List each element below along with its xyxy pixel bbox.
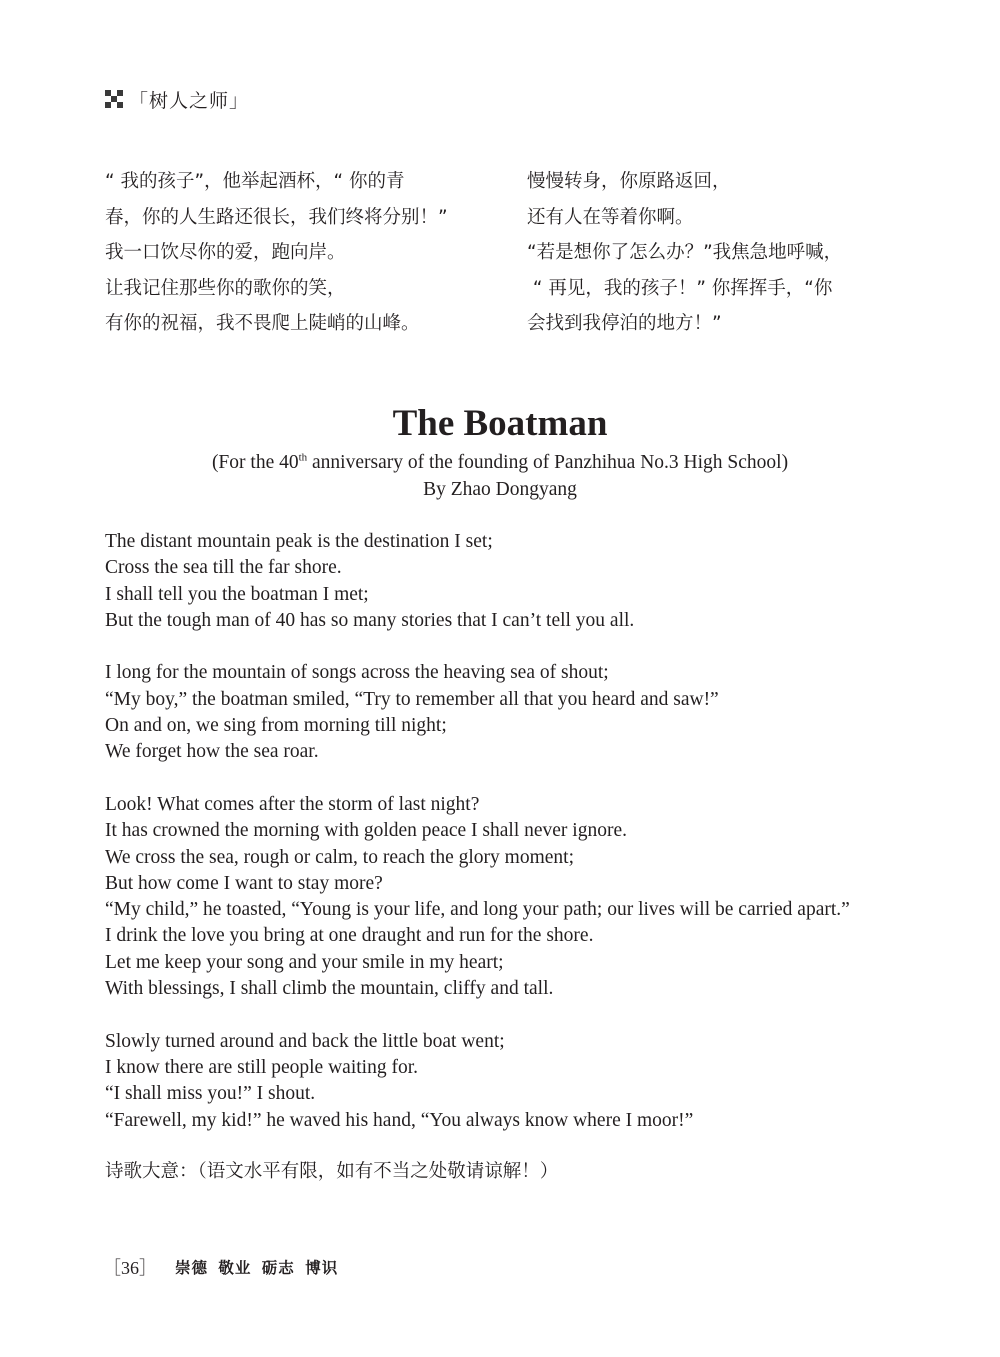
- poem-line: Look! What comes after the storm of last night?: [105, 793, 480, 815]
- poem-line: Slowly turned around and back the little boat went;: [105, 1030, 505, 1052]
- section-header: [105, 86, 249, 112]
- chinese-poem-right-column: [527, 164, 842, 342]
- chinese-line: “若是想你了怎么办？”我焦急地呼喊，: [527, 242, 843, 263]
- poem-body: [105, 529, 905, 1160]
- stanza: [105, 660, 905, 765]
- chinese-line: 有你的祝福，我不畏爬上陡峭的山峰。: [105, 313, 420, 334]
- poem-line: Cross the sea till the far shore.: [105, 557, 342, 579]
- poem-subtitle: [0, 452, 1000, 474]
- chinese-line: “ 再见，我的孩子！” 你挥挥手，“你: [527, 277, 833, 299]
- poem-line: I shall tell you the boatman I met;: [105, 583, 369, 605]
- chinese-line: 我一口饮尽你的爱，跑向岸。: [105, 242, 346, 263]
- stanza: [105, 1029, 905, 1134]
- chinese-line: 还有人在等着你啊。: [527, 206, 694, 228]
- school-motto: 崇德 敬业 砺志 博识: [175, 1259, 339, 1277]
- poem-byline: By Zhao Dongyang: [423, 479, 577, 500]
- poem-line: But how come I want to stay more?: [105, 872, 383, 894]
- poem-line: “My boy,” the boatman smiled, “Try to remember all that you heard and saw!”: [105, 688, 719, 710]
- poem-line: “I shall miss you!” I shout.: [105, 1083, 316, 1105]
- stanza: [105, 529, 905, 634]
- poem-line: With blessings, I shall climb the mountain, cliffy and tall.: [105, 978, 554, 1000]
- poem-line: Let me keep your song and your smile in my heart;: [105, 951, 504, 973]
- stanza: [105, 792, 905, 1002]
- subtitle-text: (For the 40: [211, 452, 299, 473]
- chinese-line: 会找到我停泊的地方！”: [527, 313, 722, 334]
- poem-line: “Farewell, my kid!” he waved his hand, “You always know where I moor!”: [105, 1109, 694, 1131]
- chinese-line: 让我记住那些你的歌你的笑，: [105, 277, 346, 299]
- chinese-line: “ 我的孩子”，他举起酒杯，“ 你的青: [105, 171, 405, 192]
- poem-line: I long for the mountain of songs across the heaving sea of shout;: [105, 662, 609, 684]
- poem-line: I know there are still people waiting for.: [105, 1056, 418, 1078]
- poem-line: It has crowned the morning with golden peace I shall never ignore.: [105, 820, 627, 842]
- poem-line: On and on, we sing from morning till night;: [105, 715, 447, 737]
- poem-line: We forget how the sea roar.: [105, 741, 319, 763]
- chinese-poem-left-column: [105, 164, 448, 342]
- poem-title: The Boatman: [392, 403, 608, 444]
- translation-note: 诗歌大意：（语文水平有限，如有不当之处敬请谅解！）: [105, 1161, 559, 1182]
- section-label: 「树人之师」: [129, 89, 250, 112]
- page-footer: [103, 1253, 338, 1281]
- poem-line: We cross the sea, rough or calm, to reach the glory moment;: [105, 846, 574, 868]
- subtitle-ordinal-suffix: th: [298, 451, 308, 464]
- subtitle-text: anniversary of the founding of Panzhihua No.3 High School): [307, 452, 789, 473]
- chinese-line: 慢慢转身，你原路返回，: [527, 171, 731, 192]
- page-number: ［36］: [103, 1258, 157, 1278]
- chinese-line: 春，你的人生路还很长，我们终将分别！”: [105, 206, 448, 228]
- checker-logo-icon: [105, 90, 123, 108]
- poem-line: I drink the love you bring at one draught and run for the shore.: [105, 925, 594, 947]
- poem-line: The distant mountain peak is the destination I set;: [105, 531, 493, 552]
- poem-line: But the tough man of 40 has so many stories that I can’t tell you all.: [105, 609, 635, 631]
- poem-line: “My child,” he toasted, “Young is your life, and long your path; our lives will be carried apart.”: [105, 899, 850, 921]
